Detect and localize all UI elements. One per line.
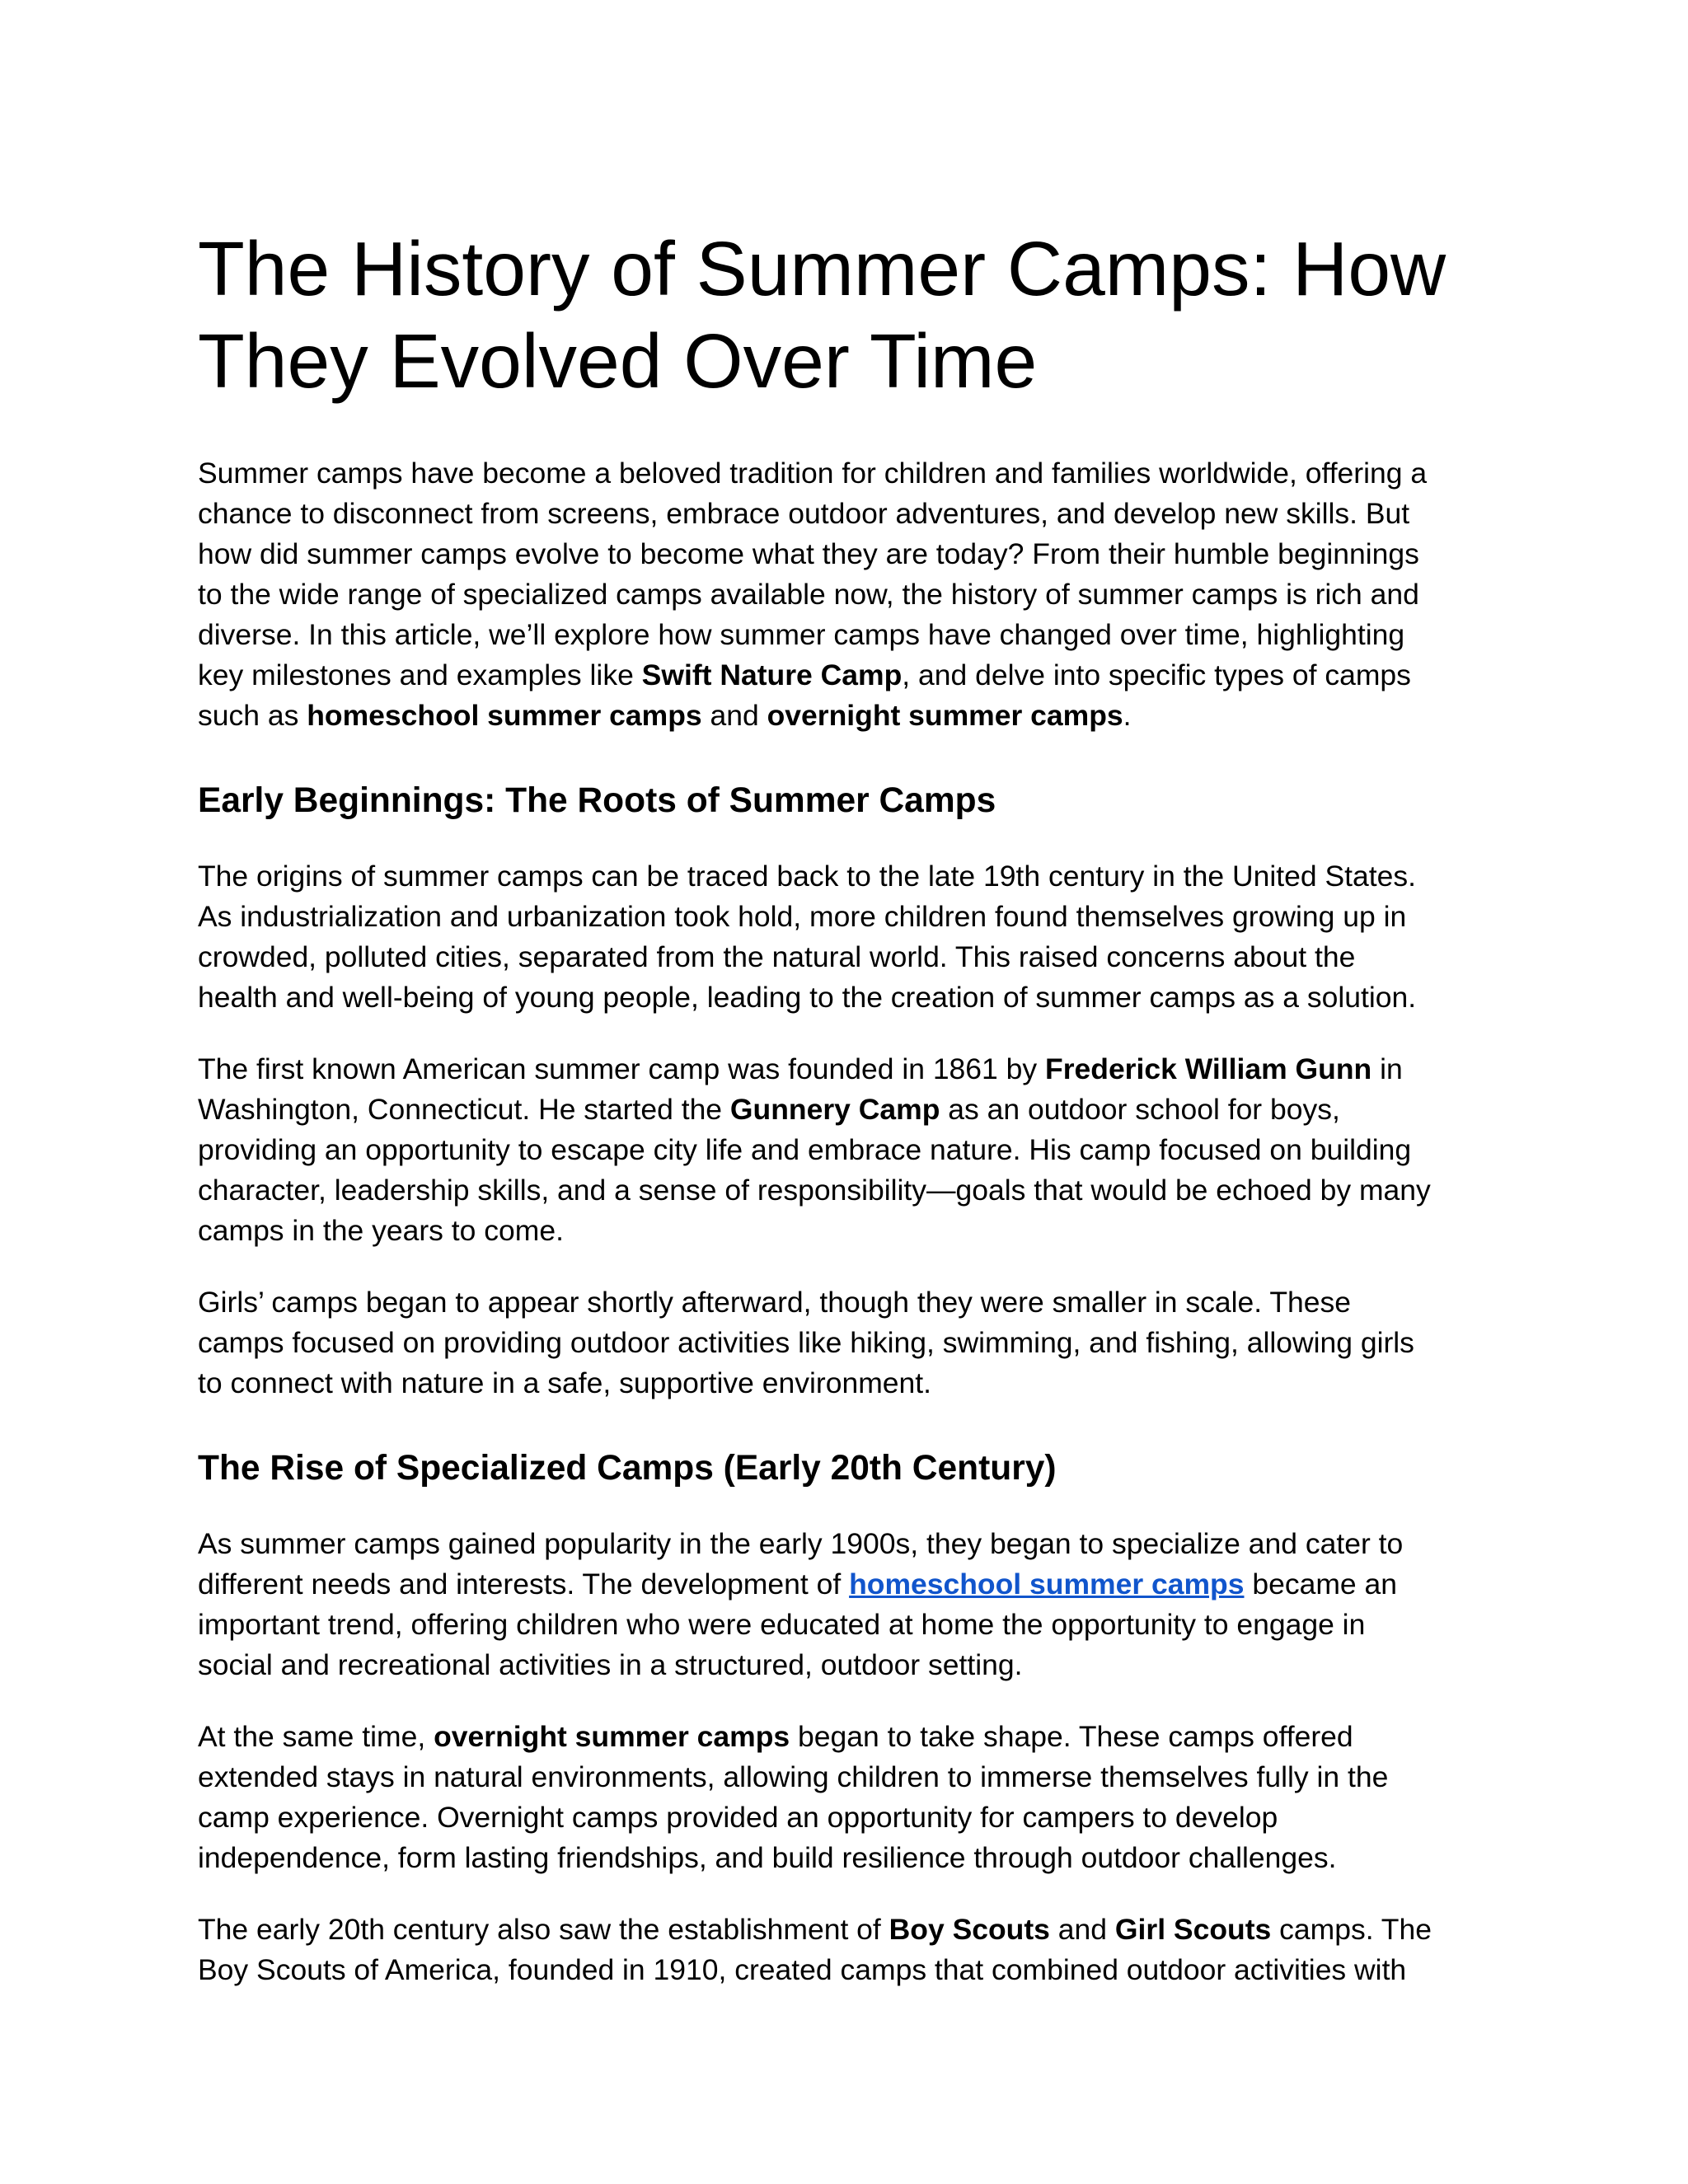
text-run: and (701, 699, 767, 732)
text-line: to the wide range of specialized camps available now, the history of summer camps is rich and (198, 578, 1419, 611)
body-paragraph (198, 1910, 1500, 1990)
text-run: different needs and interests. The development of (198, 1568, 850, 1601)
intro-paragraph (198, 453, 1500, 736)
text-line: camp experience. Overnight camps provided an opportunity for campers to develop (198, 1801, 1278, 1834)
text-run: , and delve into specific types of camps (902, 658, 1411, 691)
text-line (198, 655, 1500, 696)
text-run: At the same time, (198, 1720, 434, 1753)
bold-term-boy-scouts: Boy Scouts (889, 1913, 1050, 1946)
body-paragraph (198, 1049, 1500, 1251)
text-line: As summer camps gained popularity in the early 1900s, they began to specialize and cater to (198, 1527, 1404, 1560)
body-paragraph (198, 1524, 1500, 1685)
body-paragraph (198, 1717, 1500, 1878)
text-run: and (1049, 1913, 1115, 1946)
text-run: The first known American summer camp was founded in 1861 by (198, 1052, 1046, 1085)
text-line: chance to disconnect from screens, embrace outdoor adventures, and develop new skills. But (198, 497, 1410, 530)
text-line: The origins of summer camps can be traced back to the late 19th century in the United States. (198, 860, 1416, 893)
text-run: The early 20th century also saw the establishment of (198, 1913, 889, 1946)
text-line: Boy Scouts of America, founded in 1910, created camps that combined outdoor activities with (198, 1953, 1407, 1986)
text-line: important trend, offering children who were educated at home the opportunity to engage in (198, 1608, 1366, 1641)
text-run: became an (1244, 1568, 1397, 1601)
text-run: as an outdoor school for boys, (940, 1093, 1340, 1126)
text-run: camps. The (1271, 1913, 1432, 1946)
text-run: . (1123, 699, 1132, 732)
text-line: As industrialization and urbanization took hold, more children found themselves growing up in (198, 900, 1407, 933)
text-line: crowded, polluted cities, separated from the natural world. This raised concerns about the (198, 940, 1356, 973)
section-heading-early-beginnings: Early Beginnings: The Roots of Summer Camps (198, 781, 996, 820)
title-line: They Evolved Over Time (198, 318, 1038, 404)
text-line: providing an opportunity to escape city life and embrace nature. His camp focused on building (198, 1133, 1412, 1166)
text-line (198, 1717, 1500, 1757)
text-line: diverse. In this article, we’ll explore how summer camps have changed over time, highlighting (198, 618, 1405, 651)
text-line (198, 1049, 1500, 1090)
text-run: Washington, Connecticut. He started the (198, 1093, 730, 1126)
text-line: social and recreational activities in a structured, outdoor setting. (198, 1648, 1023, 1681)
bold-term-swift-nature-camp: Swift Nature Camp (641, 658, 903, 691)
page-title (198, 223, 1500, 407)
text-line: how did summer camps evolve to become what they are today? From their humble beginnings (198, 537, 1419, 570)
document-page (198, 223, 1500, 2022)
homeschool-summer-camps-link[interactable]: homeschool summer camps (849, 1568, 1245, 1601)
text-run: key milestones and examples like (198, 658, 642, 691)
body-paragraph (198, 856, 1500, 1018)
bold-term-homeschool-summer-camps: homeschool summer camps (307, 699, 702, 732)
text-run: began to take shape. These camps offered (790, 1720, 1353, 1753)
text-line: camps in the years to come. (198, 1214, 564, 1247)
bold-term-overnight-summer-camps: overnight summer camps (434, 1720, 790, 1753)
text-line: character, leadership skills, and a sense of responsibility—goals that would be echoed by many (198, 1174, 1431, 1207)
bold-term-girl-scouts: Girl Scouts (1114, 1913, 1272, 1946)
text-run: in (1372, 1052, 1403, 1085)
section-heading-specialized-camps: The Rise of Specialized Camps (Early 20th Century) (198, 1449, 1057, 1488)
title-line: The History of Summer Camps: How (198, 226, 1447, 312)
text-run: such as (198, 699, 307, 732)
text-line: independence, form lasting friendships, and build resilience through outdoor challenges. (198, 1841, 1337, 1874)
bold-term-gunnery-camp: Gunnery Camp (729, 1093, 940, 1126)
text-line (198, 1090, 1500, 1130)
text-line: Summer camps have become a beloved tradition for children and families worldwide, offering a (198, 457, 1428, 490)
bold-term-frederick-william-gunn: Frederick William Gunn (1045, 1052, 1372, 1085)
bold-term-overnight-summer-camps: overnight summer camps (767, 699, 1123, 732)
text-line (198, 696, 1500, 736)
text-line (198, 1910, 1500, 1950)
text-line: health and well-being of young people, leading to the creation of summer camps as a solution. (198, 981, 1417, 1014)
text-line: to connect with nature in a safe, supportive environment. (198, 1366, 931, 1399)
text-line: Girls’ camps began to appear shortly afterward, though they were smaller in scale. These (198, 1286, 1351, 1319)
body-paragraph (198, 1282, 1500, 1404)
text-line (198, 1564, 1500, 1605)
text-line: extended stays in natural environments, allowing children to immerse themselves fully in the (198, 1760, 1389, 1793)
text-line: camps focused on providing outdoor activities like hiking, swimming, and fishing, allowing girls (198, 1326, 1414, 1359)
